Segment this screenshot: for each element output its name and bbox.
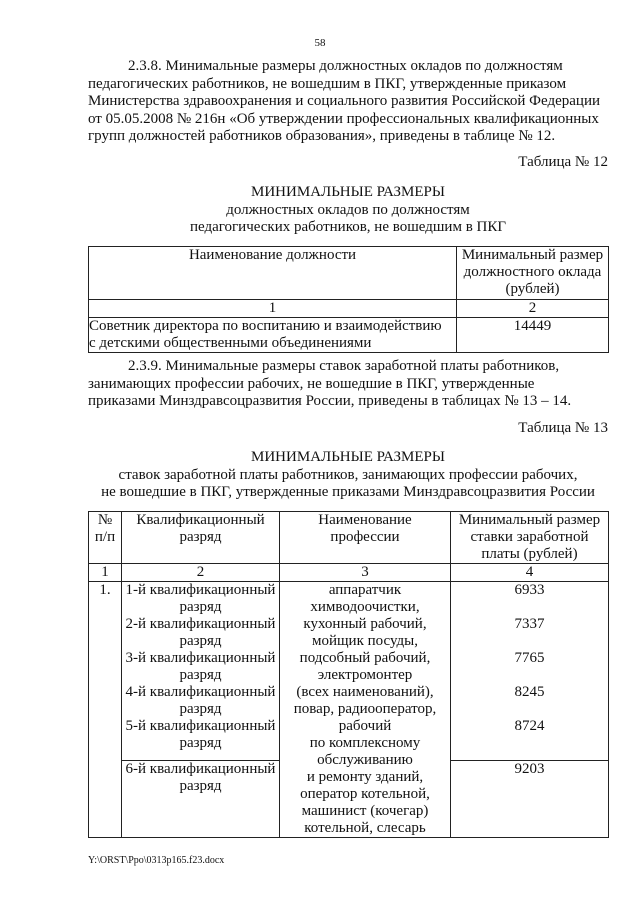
profession-line: подсобный рабочий, (299, 650, 431, 666)
rate-1: 6933 (514, 582, 545, 598)
rate-2: 7337 (514, 616, 545, 632)
header-position-text: Наименование должности (188, 247, 357, 263)
table-12-number-row (89, 300, 609, 318)
profession-line: (всех наименований), (296, 684, 434, 700)
para-239-line-3: приказами Минздравсоцразвития России, приведены в таблицах № 13 – 14. (88, 393, 572, 410)
rank-3 (122, 650, 279, 684)
para-238-line-5: групп должностей работников образования», приведены в таблице № 12. (88, 128, 556, 145)
para-238-line-1: 2.3.8. Минимальные размеры должностных окладов по должностям (128, 58, 563, 74)
profession-line: оператор котельной, (300, 786, 430, 802)
header-salary-line-3: (рублей) (505, 281, 560, 297)
table-row (89, 318, 609, 353)
table-12-label: Таблица № 12 (518, 154, 608, 170)
rank-word: разряд (179, 778, 222, 794)
rank-cell-group (122, 582, 280, 761)
table-13-header-profession (280, 512, 451, 564)
rank-word: разряд (179, 701, 222, 717)
position-line-1: Советник директора по воспитанию и взаимодействию (89, 318, 442, 334)
rate-5: 8724 (514, 718, 545, 734)
table-12-header-row (89, 247, 609, 300)
header-salary-line-1: Минимальный размер (461, 247, 604, 263)
profession-line: машинист (кочегар) (301, 803, 429, 819)
rank-1 (122, 582, 279, 616)
profession-line: аппаратчик (328, 582, 402, 598)
header-profession-line-2: профессии (330, 529, 400, 545)
table-12-title-line-1: МИНИМАЛЬНЫЕ РАЗМЕРЫ (251, 184, 445, 200)
rank-6-cell (122, 761, 280, 838)
table-12-title (88, 184, 608, 237)
table-13-header-row (89, 512, 609, 564)
table-12-salary-cell: 14449 (457, 318, 609, 353)
table-13-header-rate (451, 512, 609, 564)
table-13-title-line-1: МИНИМАЛЬНЫЕ РАЗМЕРЫ (251, 449, 445, 465)
profession-line: химводоочистки, (310, 599, 420, 615)
para-238-line-3: Министерства здравоохранения и социального развития Российской Федерации (88, 93, 600, 110)
table-12 (88, 246, 609, 353)
profession-line: котельной, слесарь (304, 820, 426, 836)
rank-word: разряд (179, 667, 222, 683)
rank-4 (122, 684, 279, 718)
table-13-col-number: 3 (280, 564, 451, 582)
para-239-line-2: занимающих профессии рабочих, не вошедшие в ПКГ, утвержденные (88, 375, 535, 392)
para-238-line-2: педагогических работников, не вошедшим в ПКГ, утвержденные приказом (88, 75, 567, 92)
position-line-2: с детскими общественными объединениями (89, 335, 372, 351)
rate-cell-group (451, 582, 609, 761)
rank-name: 1-й квалификационный (125, 582, 276, 598)
rank-name: 4-й квалификационный (125, 684, 276, 700)
table-13-col-number: 2 (122, 564, 280, 582)
rate-3: 7765 (514, 650, 545, 666)
paragraph-2-3-8 (88, 58, 608, 146)
para-239-line-1: 2.3.9. Минимальные размеры ставок заработной платы работников, (128, 358, 560, 374)
para-238-line-4: от 05.05.2008 № 216н «Об утверждении профессиональных квалификационных (88, 110, 599, 127)
header-no-line-2: п/п (94, 529, 116, 545)
profession-line: электромонтер (317, 667, 413, 683)
profession-line: повар, радиооператор, (293, 701, 437, 717)
table-13-header-rank (122, 512, 280, 564)
profession-line: и ремонту зданий, (306, 769, 424, 785)
table-12-header-position (89, 247, 457, 300)
table-12-title-line-2: должностных окладов по должностям (226, 201, 470, 218)
rank-2 (122, 616, 279, 650)
rate-6-cell: 9203 (451, 761, 609, 838)
profession-line: рабочий (338, 718, 392, 734)
table-row (89, 582, 609, 761)
header-rate-line-2: ставки заработной (470, 529, 589, 545)
rank-name: 6-й квалификационный (125, 761, 276, 777)
table-13-title (88, 449, 608, 502)
table-12-position-cell (89, 318, 457, 353)
row-number-cell: 1. (89, 582, 122, 838)
table-12-header-salary (457, 247, 609, 300)
paragraph-2-3-9 (88, 358, 608, 411)
header-rate-line-1: Минимальный размер (458, 512, 601, 528)
page-number: 58 (314, 37, 326, 49)
table-13-header-no (89, 512, 122, 564)
rank-5 (122, 718, 279, 752)
table-13-col-number: 4 (451, 564, 609, 582)
header-profession-line-1: Наименование (318, 512, 412, 528)
profession-line: по комплексному (309, 735, 421, 751)
table-13-label: Таблица № 13 (518, 420, 608, 436)
table-12-col-number: 1 (89, 300, 457, 318)
table-13-title-line-3: не вошедшие в ПКГ, утвержденные приказами Минздравсоцразвития России (101, 484, 595, 500)
header-rank-line-2: разряд (179, 529, 222, 545)
rank-name: 3-й квалификационный (125, 650, 276, 666)
rank-name: 5-й квалификационный (125, 718, 276, 734)
header-rate-line-3: платы (рублей) (481, 546, 578, 562)
profession-cell (280, 582, 451, 838)
table-13-col-number: 1 (89, 564, 122, 582)
rank-word: разряд (179, 633, 222, 649)
table-13-number-row (89, 564, 609, 582)
rank-word: разряд (179, 599, 222, 615)
table-12-title-line-3: педагогических работников, не вошедшим в ПКГ (189, 219, 507, 235)
profession-line: мойщик посуды, (311, 633, 418, 649)
footer-file-path: Y:\ORST\Ppo\0313p165.f23.docx (88, 855, 225, 866)
header-salary-line-2: должностного оклада (463, 264, 602, 280)
rate-4: 8245 (514, 684, 545, 700)
header-rank-line-1: Квалификационный (136, 512, 265, 528)
table-12-col-number: 2 (457, 300, 609, 318)
profession-line: кухонный рабочий, (303, 616, 427, 632)
table-13 (88, 511, 609, 838)
rank-name: 2-й квалификационный (125, 616, 276, 632)
rank-word: разряд (179, 735, 222, 751)
profession-line: обслуживанию (317, 752, 413, 768)
table-13-title-line-2: ставок заработной платы работников, занимающих профессии рабочих, (118, 466, 578, 483)
header-no-line-1: № (97, 512, 113, 528)
